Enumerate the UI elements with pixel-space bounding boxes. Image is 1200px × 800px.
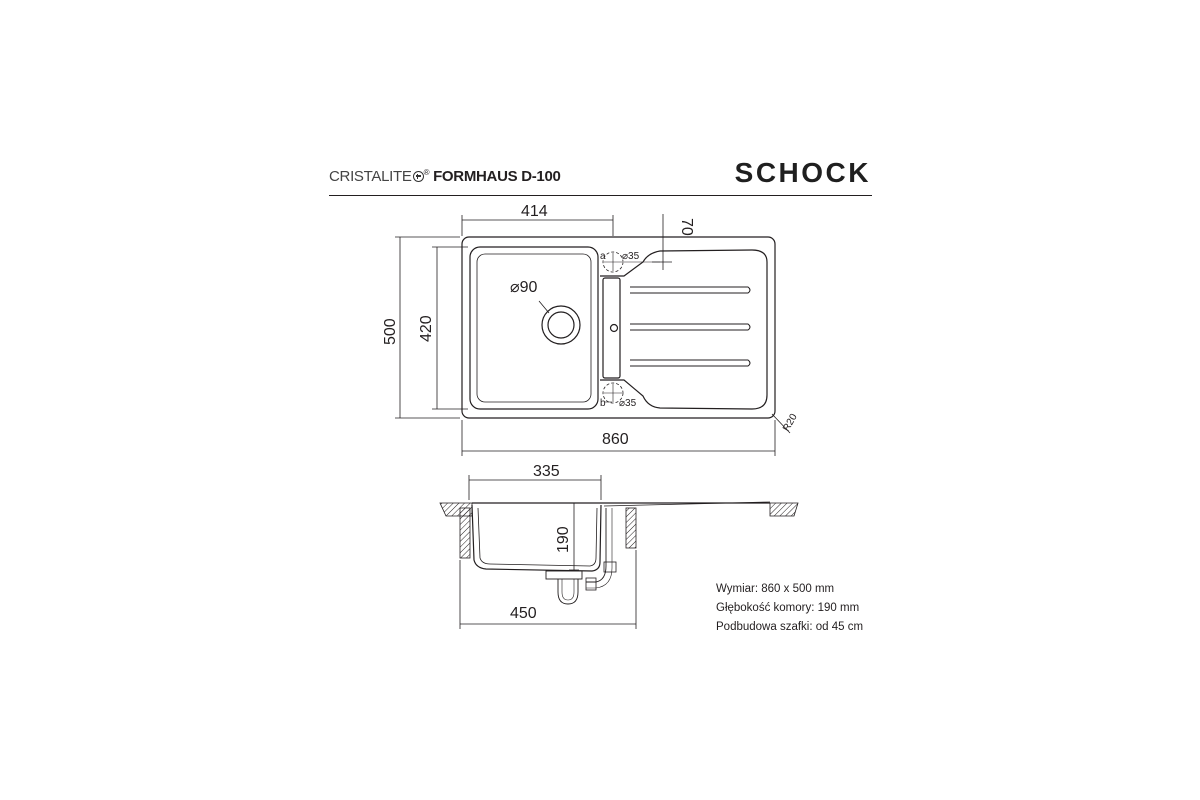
series-name: CRISTALITE <box>329 168 412 185</box>
dim-depth: 190 <box>555 526 572 553</box>
dim-offset: 70 <box>678 218 695 236</box>
dim-hole-a: ⌀35 <box>622 251 640 262</box>
dim-bowl-height: 420 <box>418 315 435 342</box>
cabinet-wall-right <box>626 508 636 548</box>
overflow-hole <box>611 325 618 332</box>
spec-bowl-depth: Głębokość komory: 190 mm <box>716 602 860 614</box>
dim-hole-b: ⌀35 <box>619 398 637 409</box>
sink-outline <box>462 237 775 418</box>
drain-body <box>546 571 582 579</box>
dim-radius: R20 <box>781 412 800 434</box>
top-view <box>395 214 790 456</box>
dim-total-width: 860 <box>602 431 629 448</box>
bowl-outline <box>470 247 598 409</box>
bowl-profile-inner <box>478 508 597 566</box>
label-a: a <box>600 251 606 262</box>
registered-mark: ® <box>423 168 430 177</box>
spec-list <box>716 580 863 637</box>
right-rim <box>770 503 798 516</box>
spec-cabinet: Podbudowa szafki: od 45 cm <box>716 621 864 633</box>
dim-total-height: 500 <box>382 318 399 345</box>
brand-logo: SCHOCK <box>734 157 871 188</box>
model-name: FORMHAUS D-100 <box>433 168 561 185</box>
drain-leader <box>539 301 549 313</box>
left-rim <box>440 503 472 516</box>
label-b: b <box>600 398 606 409</box>
dim-drain: ⌀90 <box>510 279 538 296</box>
dim-cabinet: 450 <box>510 605 537 622</box>
dim-bowl-width: 414 <box>521 203 548 220</box>
drain-inner <box>548 312 574 338</box>
drainer-groove <box>630 287 750 293</box>
spec-dimensions: Wymiar: 860 x 500 mm <box>716 583 835 595</box>
drainer-groove <box>630 360 750 366</box>
dim-side-bowl-width: 335 <box>533 463 560 480</box>
drainer-groove <box>630 324 750 330</box>
bowl-profile <box>472 505 601 571</box>
